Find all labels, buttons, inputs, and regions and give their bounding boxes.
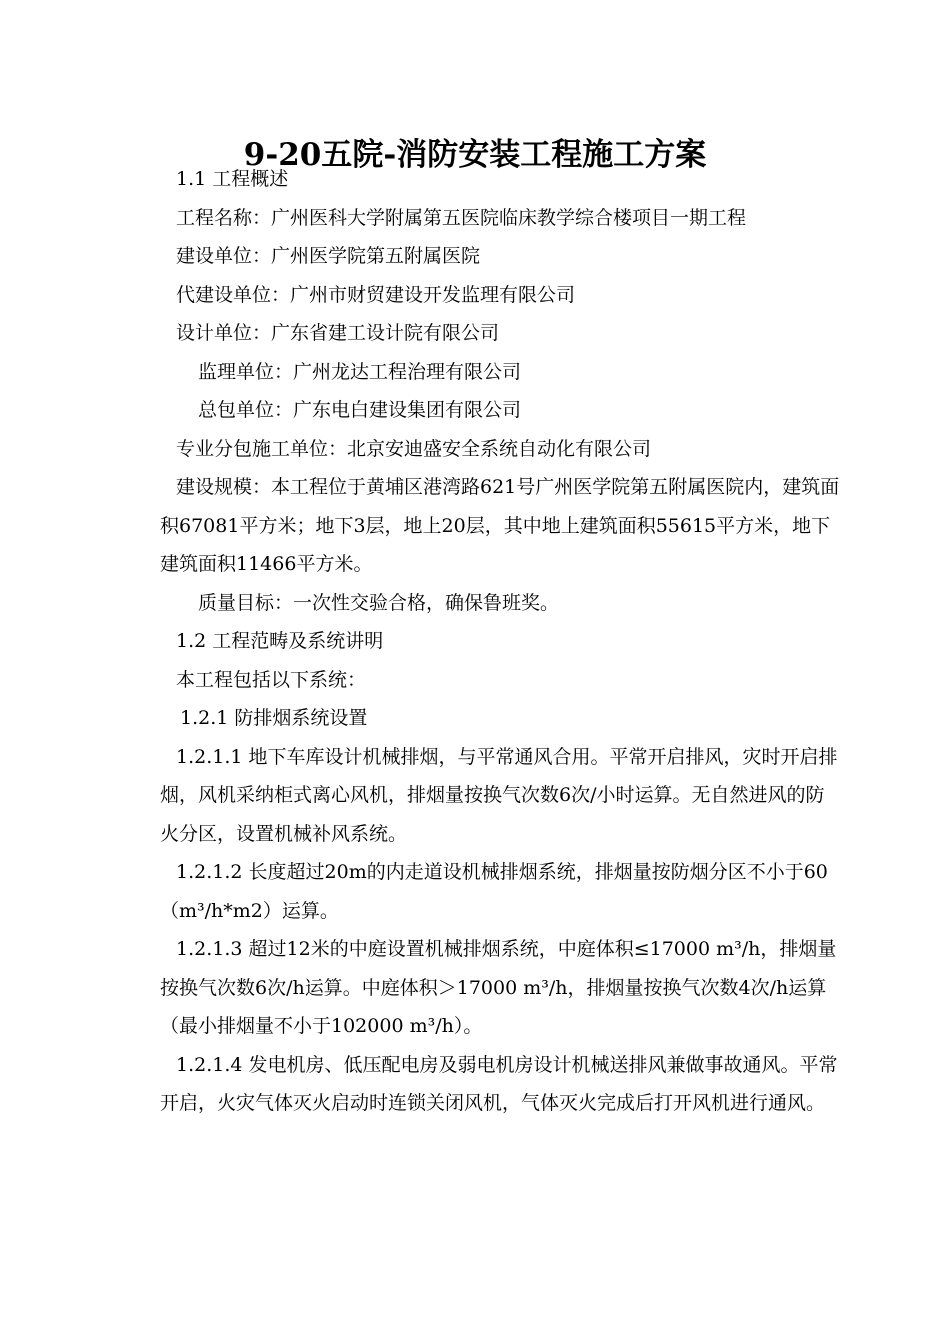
clause-1-2-1-3: 1.2.1.3 超过12米的中庭设置机械排烟系统，中庭体积≤17000 m³/h，排烟量按换气次数6次/h运算。中庭体积＞17000 m³/h，排烟量按换气次数4次/h运算（最小排烟量不小于102000 m³/h）。 bbox=[160, 938, 837, 1037]
project-name-paragraph: 工程名称：广州医科大学附属第五医院临床教学综合楼项目一期工程 bbox=[176, 206, 747, 229]
agent-construction-unit-paragraph: 代建设单位：广州市财贸建设开发监理有限公司 bbox=[176, 283, 576, 306]
design-unit-paragraph: 设计单位：广东省建工设计院有限公司 bbox=[176, 322, 500, 344]
construction-unit-paragraph: 建设单位：广州医学院第五附属医院 bbox=[176, 245, 481, 267]
quality-target-paragraph: 质量目标：一次性交验合格，确保鲁班奖。 bbox=[198, 591, 560, 614]
section-heading-1-2: 1.2 工程范畴及系统讲明 bbox=[176, 630, 384, 652]
document-body bbox=[160, 160, 840, 1123]
section-heading-1-1: 1.1 工程概述 bbox=[176, 168, 289, 190]
supervision-unit-paragraph: 监理单位：广州龙达工程治理有限公司 bbox=[198, 360, 522, 383]
systems-intro-paragraph: 本工程包括以下系统： bbox=[176, 668, 367, 691]
clause-1-2-1-2: 1.2.1.2 长度超过20m的内走道设机械排烟系统，排烟量按防烟分区不小于60（m³/h*m2）运算。 bbox=[160, 861, 828, 922]
construction-scale-paragraph: 建设规模：本工程位于黄埔区港湾路621号广州医学院第五附属医院内，建筑面积67081平方米；地下3层，地上20层，其中地上建筑面积55615平方米，地下建筑面积11466平方米。 bbox=[160, 476, 840, 575]
subcontractor-paragraph: 专业分包施工单位：北京安迪盛安全系统自动化有限公司 bbox=[176, 437, 652, 460]
clause-1-2-1-4: 1.2.1.4 发电机房、低压配电房及弱电机房设计机械送排风兼做事故通风。平常开启，火灾气体灭火启动时连锁关闭风机，气体灭火完成后打开风机进行通风。 bbox=[160, 1053, 838, 1114]
general-contractor-paragraph: 总包单位：广东电白建设集团有限公司 bbox=[198, 399, 522, 421]
section-heading-1-2-1: 1.2.1 防排烟系统设置 bbox=[180, 707, 368, 729]
clause-1-2-1-1: 1.2.1.1 地下车库设计机械排烟，与平常通风合用。平常开启排风，灾时开启排烟，风机采纳柜式离心风机，排烟量按换气次数6次/小时运算。无自然进风的防火分区，设置机械补风系统。 bbox=[160, 745, 838, 845]
document-title: 9-20五院-消防安装工程施工方案 bbox=[243, 136, 707, 173]
